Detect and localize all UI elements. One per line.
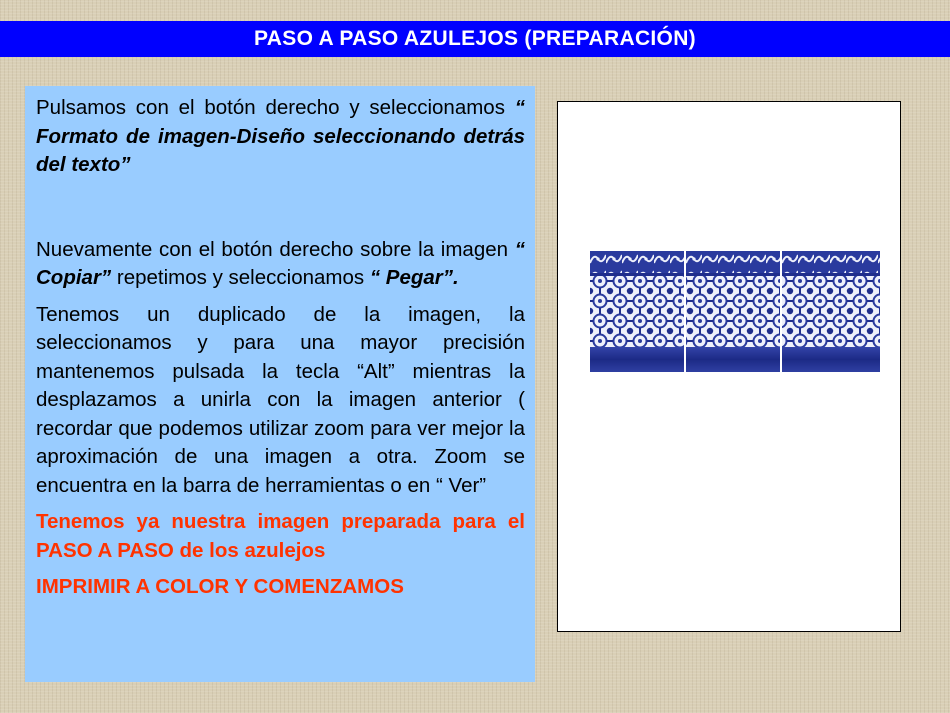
tile-image-preview [590,251,880,372]
instruction-call-to-action: IMPRIMIR A COLOR Y COMENZAMOS [36,575,404,598]
tile-2 [686,251,780,372]
instruction-text: Pulsamos con el botón derecho y seleccionamos [36,96,515,119]
instruction-emphasis: “ Formato de imagen-Diseño seleccionando detrás del texto” [36,96,525,176]
tile-1 [590,251,684,372]
instruction-emphasis: “ Copiar” [36,237,525,289]
page-title: PASO A PASO AZULEJOS (PREPARACIÓN) [0,21,950,57]
instruction-highlight: Tenemos ya nuestra imagen preparada para el PASO A PASO de los azulejos [36,510,525,562]
instruction-paragraph-3 [36,301,525,501]
instructions-panel [25,86,535,682]
document-page-preview [557,101,901,632]
instruction-text: Nuevamente con el botón derecho sobre la imagen [36,237,515,261]
instruction-paragraph-1 [36,94,525,180]
instruction-paragraph-2 [36,236,525,293]
instruction-text: repetimos y seleccionamos [111,266,370,289]
tile-3 [782,251,880,372]
instruction-text: Tenemos un duplicado de la imagen, la seleccionamos y para una mayor precisión mantenemos pulsada la tecla “Alt” mientras la desplazamos a unirla con la imagen anterior ( recordar que podemos utilizar zoom para ver mejor la aproximación de una imagen a otra. Zoom se encuentra en la barra de herramientas o en “ Ver” [36,302,525,497]
instruction-emphasis: “ Pegar”. [369,266,459,289]
